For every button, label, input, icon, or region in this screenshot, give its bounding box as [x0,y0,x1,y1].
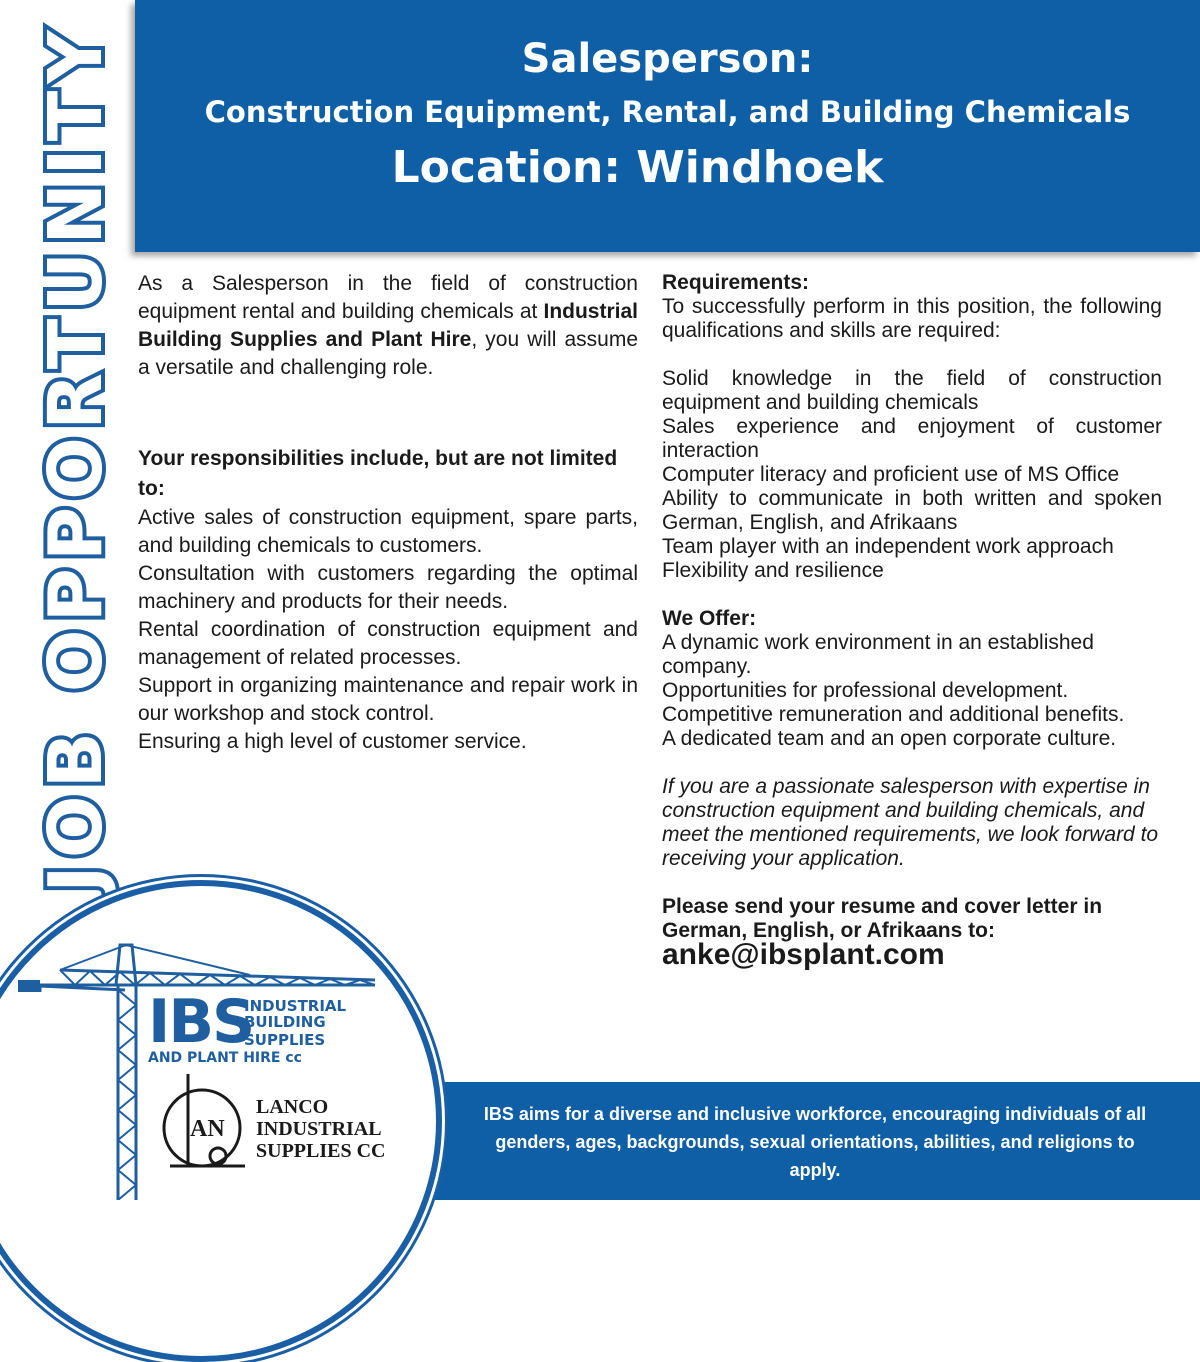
header-banner [135,0,1200,252]
responsibility-item: Ensuring a high level of customer service. [138,730,527,753]
responsibilities-heading: Your responsibilities include, but are not limited to: [138,447,618,500]
right-column [662,271,1162,971]
responsibility-item: Active sales of construction equipment, spare parts, and building chemicals to customers. [138,506,638,557]
requirements-intro: To successfully perform in this position, the following qualifications and skills are required: [662,295,1162,342]
offer-item: A dynamic work environment in an established company. [662,631,1094,678]
requirement-item: Computer literacy and proficient use of MS Office [662,463,1120,486]
requirement-item: Sales experience and enjoyment of customer interaction [662,415,1162,462]
lanco-mark: AN [190,1116,225,1142]
intro-text: As a Salesperson in the field of construction equipment rental and building chemicals at [138,272,638,323]
diversity-statement: IBS aims for a diverse and inclusive workforce, encouraging individuals of all genders, ages, backgrounds, sexual orientations, abilities, and religions to apply. [483,1104,1147,1180]
lanco-line: INDUSTRIAL [256,1118,382,1140]
responsibility-item: Support in organizing maintenance and repair work in our workshop and stock control. [138,674,638,725]
offer-item: Opportunities for professional development. [662,679,1069,702]
side-banner-text: JOB OPPORTUNITY [33,23,119,893]
lanco-line: SUPPLIES CC [256,1140,386,1162]
requirement-item: Flexibility and resilience [662,559,884,582]
offer-item: A dedicated team and an open corporate culture. [662,727,1117,750]
closing-paragraph: If you are a passionate salesperson with expertise in construction equipment and building chemicals, and meet the mentioned requirements, we look forward to receiving your application. [662,775,1159,870]
responsibility-item: Consultation with customers regarding the optimal machinery and products for their needs. [138,562,638,613]
left-column [138,270,638,756]
requirement-item: Ability to communicate in both written and spoken German, English, and Afrikaans [662,487,1162,534]
responsibility-item: Rental coordination of construction equipment and management of related processes. [138,618,638,669]
offer-heading: We Offer: [662,607,757,630]
offer-item: Competitive remuneration and additional benefits. [662,703,1125,726]
apply-instruction: Please send your resume and cover letter in German, English, or Afrikaans to: [662,895,1103,942]
job-subtitle: Construction Equipment, Rental, and Building Chemicals [204,95,1131,129]
intro-text-end: , you will assume a versatile and challenging role. [138,328,638,379]
requirement-item: Solid knowledge in the field of construction equipment and building chemicals [662,367,1162,414]
ibs-line: AND PLANT HIRE cc [148,1050,302,1066]
requirement-item: Team player with an independent work approach [662,535,1114,558]
ibs-line: SUPPLIES [244,1031,326,1049]
job-location: Location: Windhoek [391,142,884,193]
lanco-line: LANCO [256,1096,329,1118]
side-banner [0,0,119,893]
contact-email[interactable]: anke@ibsplant.com [662,938,945,971]
requirements-heading: Requirements: [662,271,810,294]
ibs-logo-text: IBS [148,987,254,1057]
company-name: Industrial Building Supplies and Plant Hire [138,300,638,351]
lanco-logo-icon [160,1070,255,1180]
intro-paragraph [138,270,638,382]
ibs-line: INDUSTRIAL [244,997,347,1015]
footer-banner [340,1082,1200,1200]
job-title: Salesperson: [521,36,814,82]
ibs-line: BUILDING [244,1013,326,1031]
